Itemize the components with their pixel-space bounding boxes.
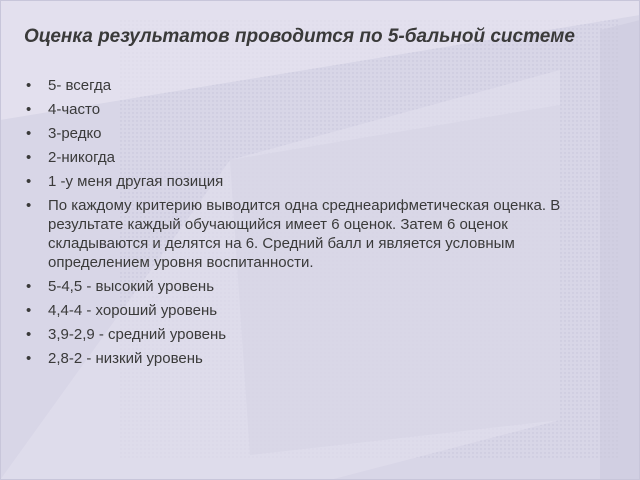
list-item-text: По каждому критерию выводится одна среднеарифметическая оценка. В результате каждый обучающийся имеет 6 оценок. Затем 6 оценок складываются и делятся на 6. Средний балл и является условным определением уровня воспитанности. [48,197,561,271]
list-item [26,349,601,368]
list-item [26,124,601,143]
list-item-text: 3,9-2,9 - средний уровень [48,326,227,343]
list-item-text: 2,8-2 - низкий уровень [48,350,203,367]
bullet-glyph: • [26,173,32,190]
bullet-glyph: • [26,350,32,367]
list-item [26,301,601,320]
list-item-text: 4,4-4 - хороший уровень [48,302,218,319]
list-item [26,100,601,119]
bullet-glyph: • [26,101,32,118]
bullet-glyph: • [26,302,32,319]
slide-content [26,76,601,373]
list-item-text: 1 -у меня другая позиция [48,173,224,190]
bullet-glyph: • [26,197,32,214]
bullet-glyph: • [26,278,32,295]
list-item-text: 5- всегда [48,77,112,94]
list-item-text: 5-4,5 - высокий уровень [48,278,215,295]
list-item-text: 3-редко [48,125,102,142]
bullet-glyph: • [26,125,32,142]
list-item [26,325,601,344]
list-item [26,148,601,167]
bullet-glyph: • [26,149,32,166]
list-item-text: 4-часто [48,101,101,118]
list-item-text: 2-никогда [48,149,115,166]
bullet-list [26,76,601,368]
bullet-glyph: • [26,77,32,94]
bullet-glyph: • [26,326,32,343]
list-item [26,172,601,191]
list-item [26,76,601,95]
list-item [26,196,601,272]
slide-title: Оценка результатов проводится по 5-бальной системе [24,26,575,47]
list-item [26,277,601,296]
